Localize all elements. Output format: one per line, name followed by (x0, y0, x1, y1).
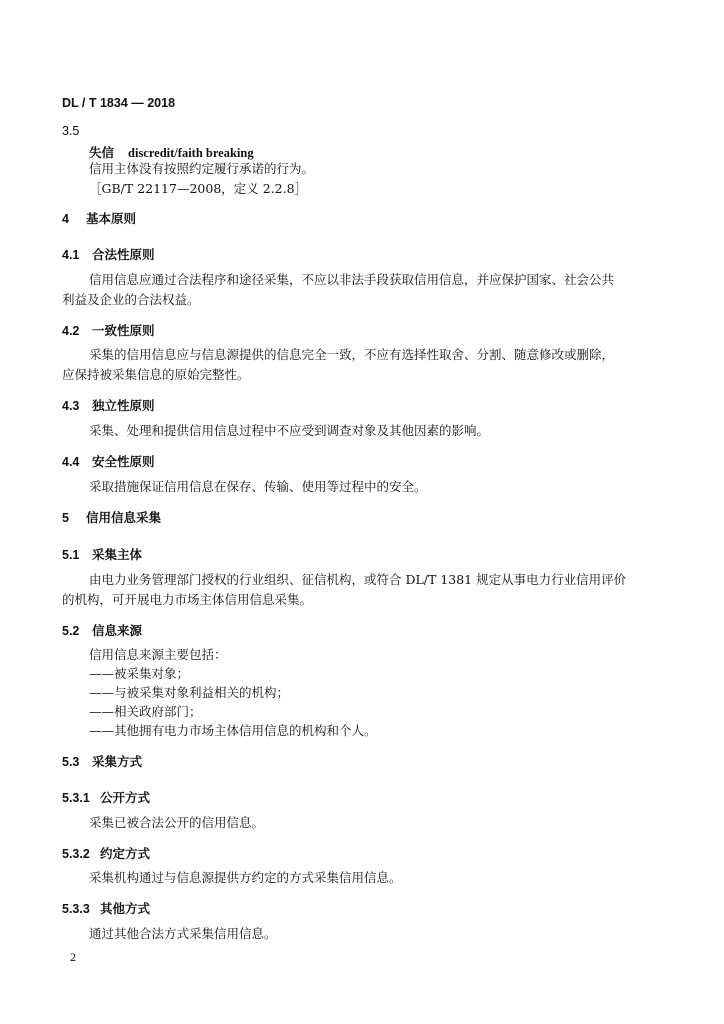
paragraph-line: 的机构，可开展电力市场主体信用信息采集。 (62, 592, 313, 607)
list-item: ——被采集对象； (89, 666, 190, 681)
section-heading-5-1: 5.1 采集主体 (62, 548, 143, 562)
list-item: ——与被采集对象利益相关的机构； (89, 685, 290, 700)
list-item: ——相关政府部门； (89, 704, 202, 719)
paragraph-line: 采集的信用信息应与信息源提供的信息完全一致，不应有选择性取舍、分割、随意修改或删除， (89, 347, 615, 362)
term-english: discredit/faith breaking (128, 146, 254, 160)
section-heading-5-3-3: 5.3.3 其他方式 (62, 902, 151, 916)
paragraph-line: 采集、处理和提供信用信息过程中不应受到调查对象及其他因素的影响。 (89, 423, 490, 438)
paragraph-line: 由电力业务管理部门授权的行业组织、征信机构，或符合 DL/T 1381 规定从事电力行业信用评价 (89, 572, 627, 587)
paragraph-line: 信用信息来源主要包括： (89, 647, 227, 662)
paragraph-line: 利益及企业的合法权益。 (62, 292, 200, 307)
paragraph-line: 信用信息应通过合法程序和途径采集，不应以非法手段获取信用信息，并应保护国家、社会公共 (89, 272, 615, 287)
section-heading-5: 5 信用信息采集 (62, 511, 162, 525)
section-heading-4-3: 4.3 独立性原则 (62, 399, 155, 413)
standard-code-header: DL / T 1834 — 2018 (62, 96, 176, 110)
section-heading-5-3-2: 5.3.2 约定方式 (62, 847, 151, 861)
term-definition: 信用主体没有按照约定履行承诺的行为。 (89, 161, 315, 176)
section-heading-4-4: 4.4 安全性原则 (62, 455, 155, 469)
term-source: ［GB/T 22117—2008，定义 2.2.8］ (89, 181, 308, 196)
page-number: 2 (70, 950, 76, 964)
clause-number: 3.5 (62, 124, 80, 138)
section-heading-5-3-1: 5.3.1 公开方式 (62, 791, 151, 805)
section-heading-5-2: 5.2 信息来源 (62, 624, 143, 638)
section-heading-4-1: 4.1 合法性原则 (62, 248, 155, 262)
paragraph-line: 通过其他合法方式采集信用信息。 (89, 926, 277, 941)
list-item: ——其他拥有电力市场主体信用信息的机构和个人。 (89, 723, 377, 738)
section-heading-4-2: 4.2 一致性原则 (62, 324, 155, 338)
paragraph-line: 采集机构通过与信息源提供方约定的方式采集信用信息。 (89, 870, 402, 885)
section-heading-5-3: 5.3 采集方式 (62, 755, 143, 769)
term-chinese: 失信 (89, 145, 115, 160)
paragraph-line: 采取措施保证信用信息在保存、传输、使用等过程中的安全。 (89, 479, 427, 494)
paragraph-line: 应保持被采集信息的原始完整性。 (62, 367, 250, 382)
section-heading-4: 4 基本原则 (62, 212, 137, 226)
paragraph-line: 采集已被合法公开的信用信息。 (89, 815, 265, 830)
